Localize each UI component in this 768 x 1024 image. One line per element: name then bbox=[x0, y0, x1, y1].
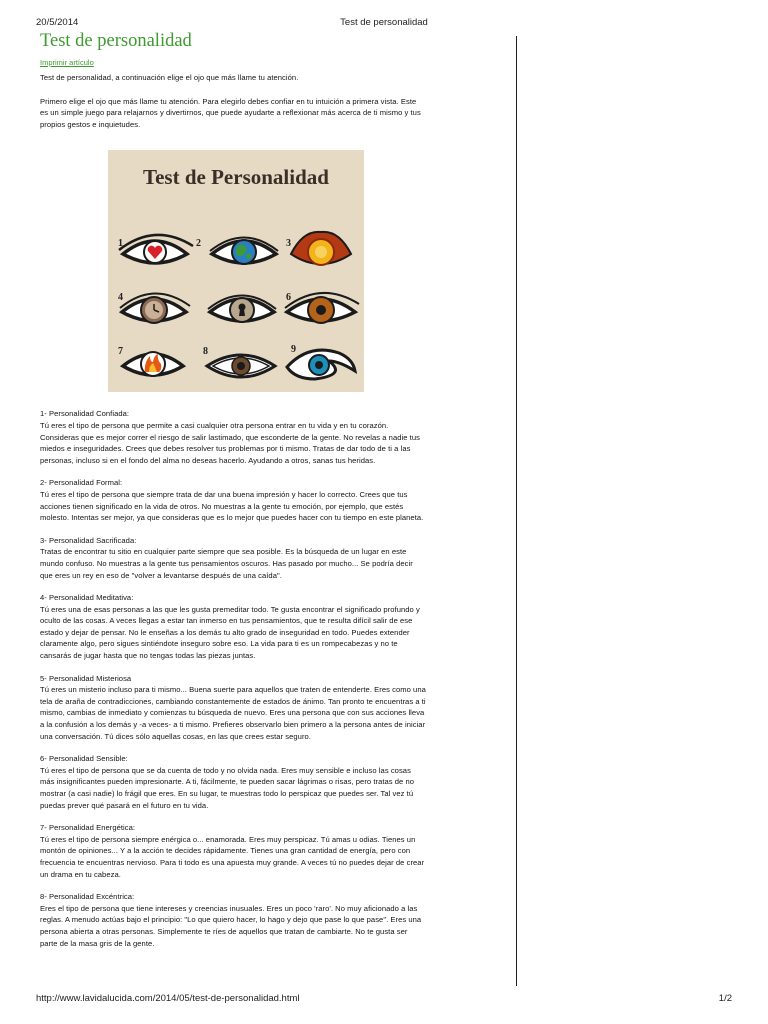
print-footer bbox=[36, 993, 732, 1007]
section-6 bbox=[40, 753, 426, 811]
section-body: Tratas de encontrar tu sitio en cualquier parte siempre que sea posible. Es la búsqueda de un lugar en este mundo confuso. No muestras a la gente tus pensamientos oscuros. Has pasado por mucho... Se podría decir que eres un rey en eso de "volver a levantarse después de una caída". bbox=[40, 547, 413, 580]
section-heading: 6- Personalidad Sensible: bbox=[40, 754, 128, 764]
section-body: Eres el tipo de persona que tiene intereses y creencias inusuales. Eres un poco 'raro'. No muy aficionado a las reglas. A menudo actúas bajo el principio: "Lo que quiero hacer, lo hago y dejo que pase lo que pase". Eres una persona abierta a otras personas. Simplemente te ríes de aquellos que tratan de cambiarte. No te gusta ser parte de la masa gris de la gente. bbox=[40, 903, 422, 948]
eye-number-7: 7 bbox=[118, 346, 123, 358]
eye-number-6: 6 bbox=[286, 292, 291, 304]
section-body: Tú eres el tipo de persona que se da cuenta de todo y no olvida nada. Eres muy sensible e incluso las cosas más insignificantes pueden impresionarte. A ti, fácilmente, te pueden sacar lágrimas o risas, pero tratas de no mostrar (a casi nadie) lo frágil que eres. En su lugar, te muestras todo lo perspicaz que puedes ser. Tal vez tú puedas prever qué pasará en el futuro en tu vida. bbox=[40, 765, 415, 810]
section-2 bbox=[40, 477, 426, 523]
section-5 bbox=[40, 673, 426, 743]
section-heading: 2- Personalidad Formal: bbox=[40, 478, 123, 488]
print-article-link[interactable]: Imprimir artículo bbox=[40, 58, 94, 67]
article-instructions: Primero elige el ojo que más llame tu atención. Para elegirlo debes confiar en tu intuición a primera vista. Este es un simple juego para relajarnos y divertirnos, que puede ayudarte a reflexionar más acerca de ti mismo y tus propios gestos e inquietudes. bbox=[40, 96, 421, 129]
section-body: Tú eres el tipo de persona que permite a casi cualquier otra persona entrar en tu vida y en tu corazón. Consideras que es mejor correr el riesgo de salir lastimado, que esconderte de la gente. No revelas a nadie tus miedos e inseguridades. Crees que debes resolver tus problemas por ti mismo. Tratas de dar todo de ti a las personas, incluso si en el fondo del alma no deseas hacerlo. Ayudando a otros, sanas tus heridas. bbox=[40, 420, 420, 465]
personality-sections bbox=[40, 408, 426, 949]
section-heading: 1- Personalidad Confiada: bbox=[40, 409, 130, 419]
personality-test-image bbox=[108, 150, 364, 392]
section-heading: 8- Personalidad Excéntrica: bbox=[40, 892, 135, 902]
section-body: Tú eres el tipo de persona que siempre trata de dar una buena impresión y hacer lo correcto. Crees que tus acciones tienen significado en la vida de otros. No muestras a la gente tu emoción, por ejemplo, que estés molesto. Intentas ser mejor, ya que consideras que es lo mejor que puedes hacer con tu tiempo en este planeta. bbox=[40, 489, 424, 523]
eye-number-1: 1 bbox=[118, 238, 123, 250]
section-8 bbox=[40, 891, 426, 949]
print-date: 20/5/2014 bbox=[36, 17, 79, 28]
section-heading: 5- Personalidad Misteriosa bbox=[40, 673, 132, 683]
print-header bbox=[36, 17, 732, 31]
section-4 bbox=[40, 592, 426, 662]
column-divider bbox=[516, 36, 517, 986]
article-title: Test de personalidad bbox=[40, 31, 192, 51]
eye-number-2: 2 bbox=[196, 238, 201, 250]
section-heading: 4- Personalidad Meditativa: bbox=[40, 593, 134, 603]
figure-title: Test de Personalidad bbox=[143, 165, 329, 190]
section-heading: 7- Personalidad Energética: bbox=[40, 823, 136, 833]
print-url[interactable]: http://www.lavidalucida.com/2014/05/test-de-personalidad.html bbox=[36, 993, 300, 1004]
eye-number-4: 4 bbox=[118, 292, 123, 304]
print-page-title: Test de personalidad bbox=[340, 17, 428, 28]
eye-number-8: 8 bbox=[203, 346, 208, 358]
section-body: Tú eres una de esas personas a las que les gusta premeditar todo. Te gusta encontrar el significado profundo y oculto de las cosas. A veces llegas a estar tan inmerso en tus pensamientos, que te resulta difícil salir de ese estado y dejar de pensar. No le enseñas a los demás tu alto grado de inseguridad en todo. Puedes extender claramente algo, pero sigues sintiéndote inseguro sobre eso. La vida para ti es un rompecabezas y no te cansarás de jugar hasta que no tengas todas las piezas juntas. bbox=[40, 604, 420, 661]
section-body: Tú eres el tipo de persona siempre enérgica o... enamorada. Eres muy perspicaz. Tú amas u odias. Tienes un montón de opiniones... Y a la acción te decides rápidamente. Tienes una gran cantidad de energía, pero con frecuencia te encuentras nervioso. Para ti todo es una apuesta muy grande. A veces tú no puedes dejar de crear un drama en tu cabeza. bbox=[40, 834, 425, 879]
page-number: 1/2 bbox=[718, 993, 732, 1004]
section-1 bbox=[40, 408, 426, 466]
section-heading: 3- Personalidad Sacrificada: bbox=[40, 535, 137, 545]
section-7 bbox=[40, 822, 426, 880]
section-3 bbox=[40, 535, 426, 581]
article bbox=[40, 30, 426, 949]
article-intro: Test de personalidad, a continuación elige el ojo que más llame tu atención. bbox=[40, 73, 299, 82]
section-body: Tú eres un misterio incluso para ti mismo... Buena suerte para aquellos que traten de entenderte. Eres como una tela de araña de contradicciones, cambiando constantemente de estados de ánimo. Tan pronto te encuentras a ti mismo, cambias de inmediato y comienzas tu búsqueda de nuevo. Eres una persona que con sus acciones lleva a la confusión a los demás y -a veces- a ti mismo. Prefieres observarlo bien primero a la persona antes de iniciar una conversación. Tú dices sólo aquellas cosas, en las que crees estar seguro. bbox=[40, 685, 426, 741]
eye-number-9: 9 bbox=[291, 344, 296, 356]
eye-number-3: 3 bbox=[286, 238, 291, 250]
